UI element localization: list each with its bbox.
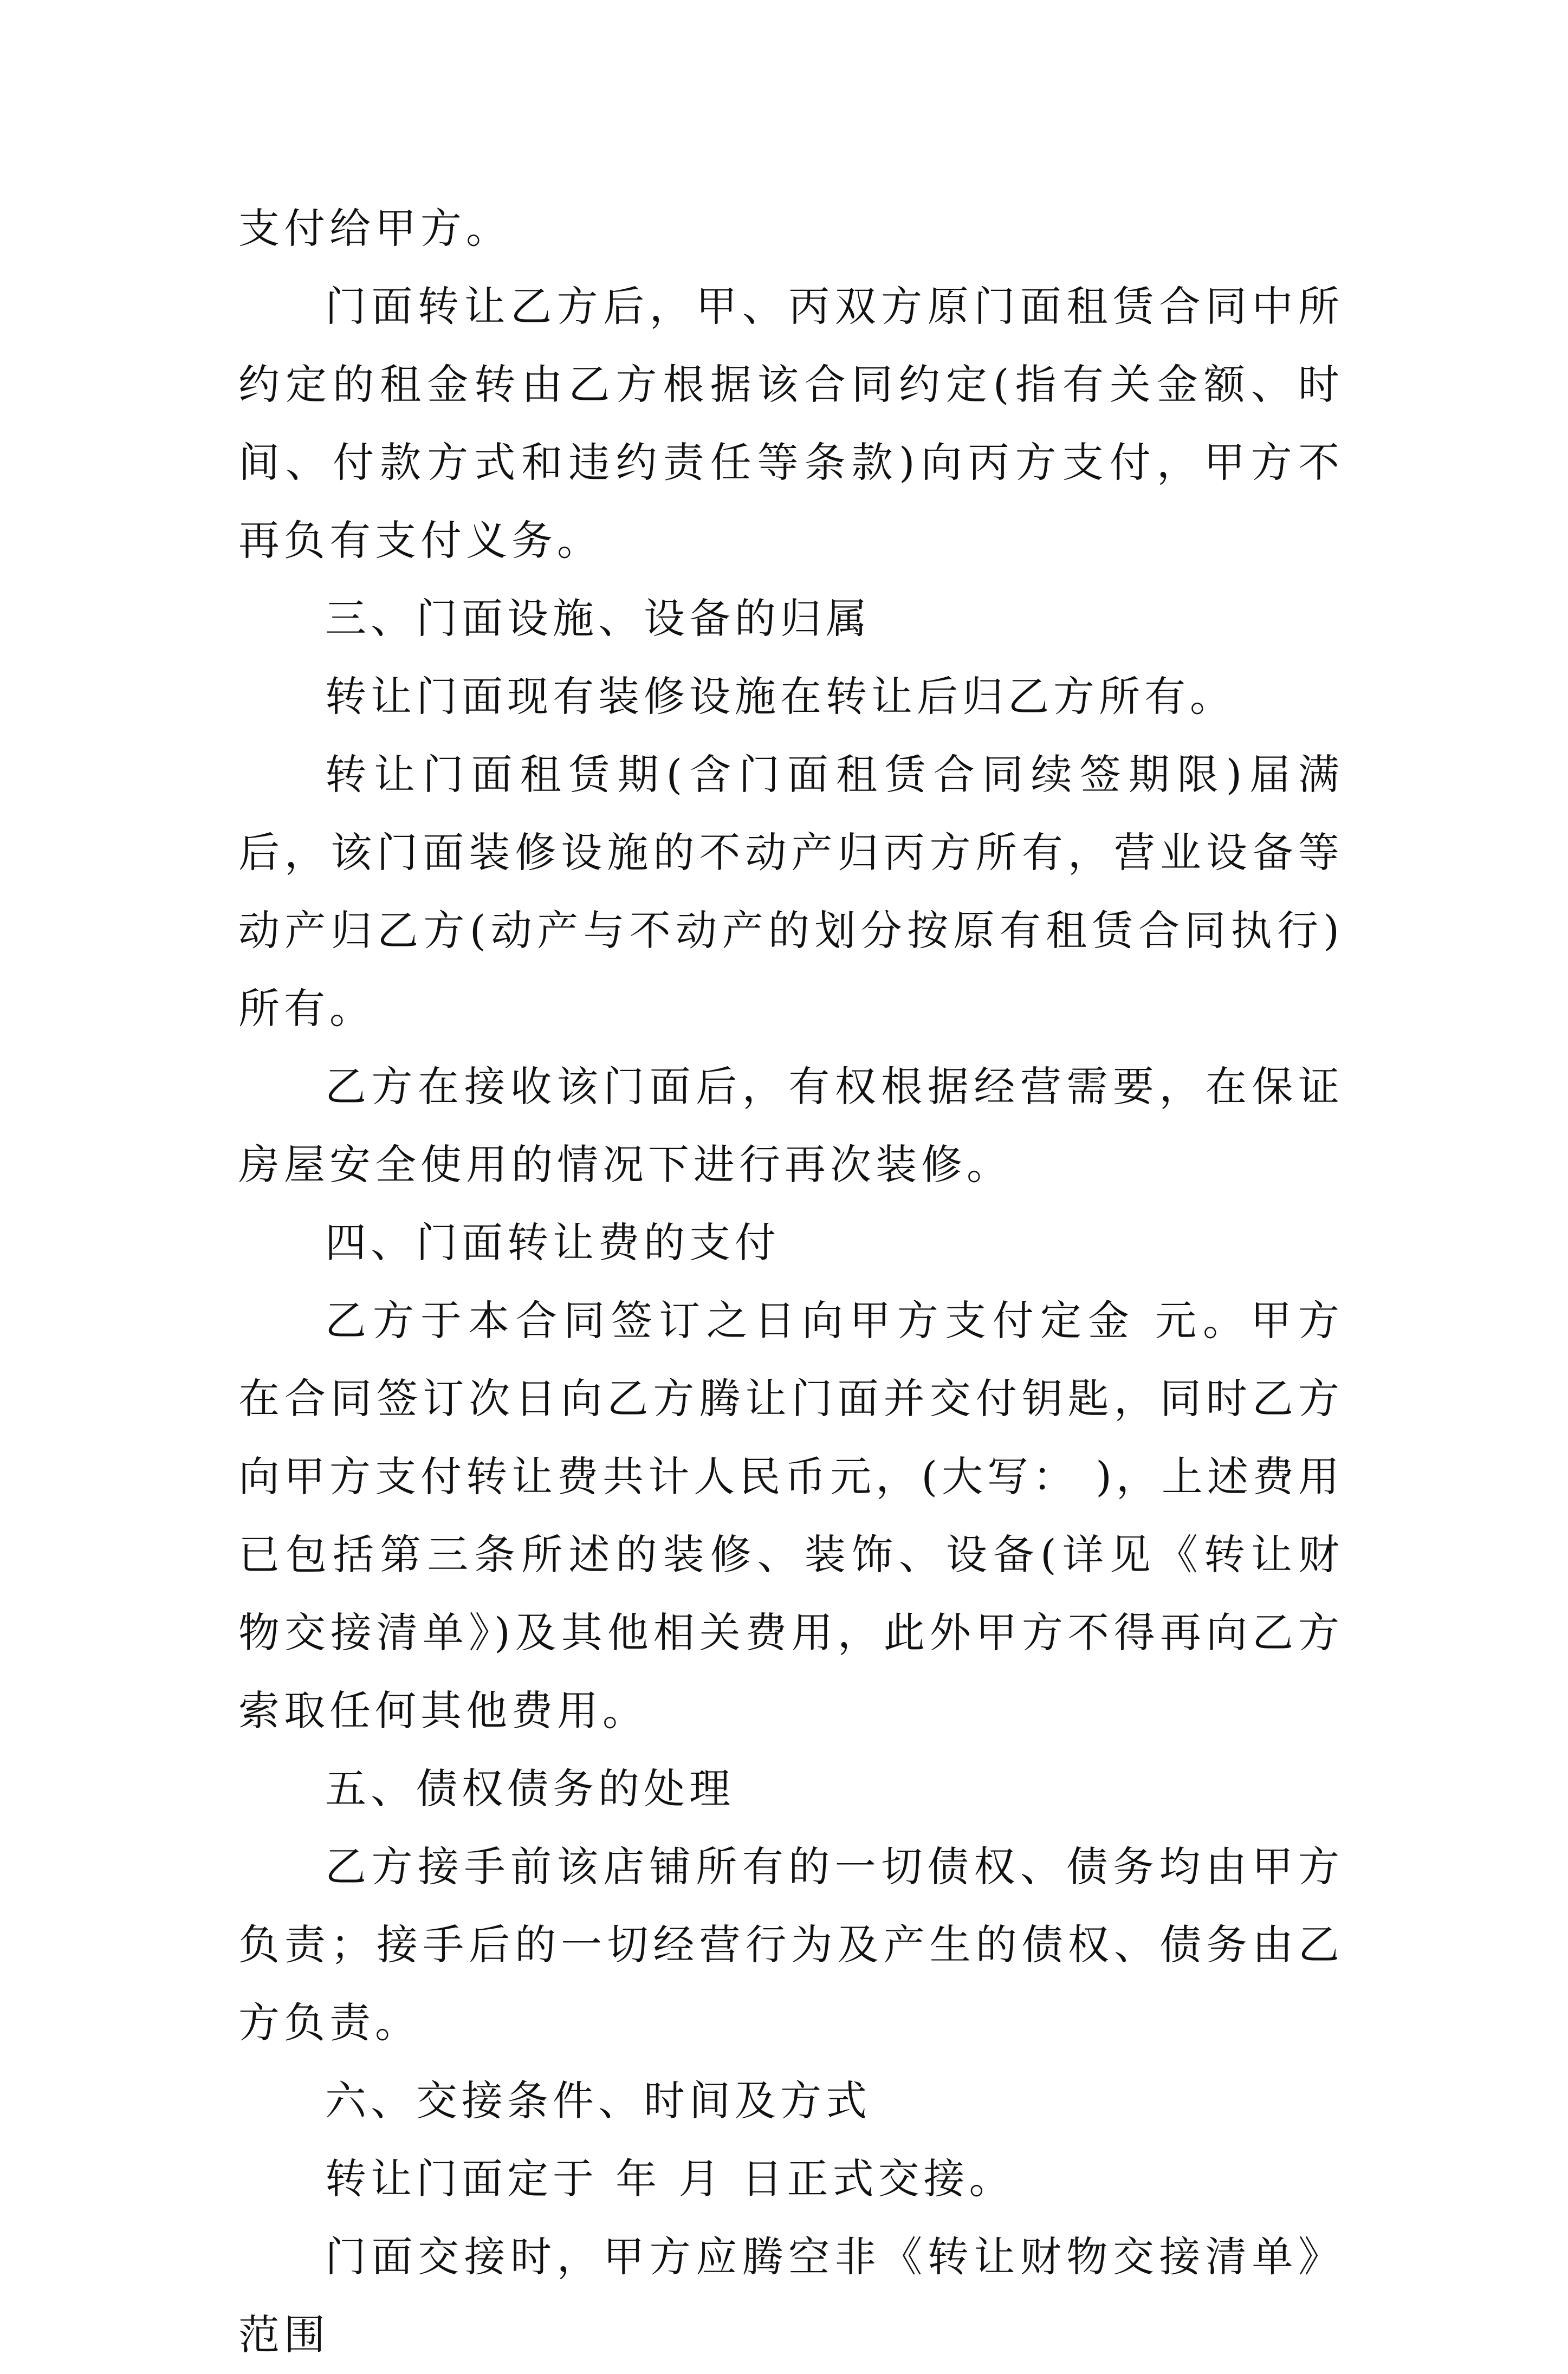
paragraph-decoration-ownership: 转让门面现有装修设施在转让后归乙方所有。: [325, 672, 1235, 721]
paragraph-rent-transfer: 门面转让乙方后，甲、丙双方原门面租赁合同中所约定的租金转由乙方根据该合同约定(指有关金额、时间、付款方式和违约责任等条款)向丙方支付，甲方不再负有支付义务。: [238, 282, 1344, 565]
document-body: [238, 190, 1344, 2374]
paragraph-handover-date: 转让门面定于 年 月 日正式交接。: [325, 2155, 1015, 2203]
paragraph-debts: 乙方接手前该店铺所有的一切债权、债务均由甲方负责；接手后的一切经营行为及产生的债权、债务由乙方负责。: [238, 1843, 1344, 2047]
paragraph-payment: 乙方于本合同签订之日向甲方支付定金 元。甲方在合同签订次日向乙方腾让门面并交付钥匙，同时乙方向甲方支付转让费共计人民币元，(大写： )，上述费用已包括第三条所述的装修、装饰、设备(详见《转让财物交接清单》)及其他相关费用，此外甲方不得再向乙方索取任何其他费用。: [238, 1296, 1344, 1735]
paragraph-redecoration: 乙方在接收该门面后，有权根据经营需要，在保证房屋安全使用的情况下进行再次装修。: [238, 1062, 1344, 1189]
paragraph-lease-expiry: 转让门面租赁期(含门面租赁合同续签期限)届满后，该门面装修设施的不动产归丙方所有，营业设备等动产归乙方(动产与不动产的划分按原有租赁合同执行)所有。: [238, 750, 1344, 1033]
section-heading-4: 四、门面转让费的支付: [325, 1218, 780, 1267]
section-heading-5: 五、债权债务的处理: [325, 1765, 735, 1813]
paragraph-continuation: 支付给甲方。: [238, 204, 511, 252]
section-heading-3: 三、门面设施、设备的归属: [325, 594, 871, 643]
paragraph-handover-conditions: 门面交接时，甲方应腾空非《转让财物交接清单》范围: [238, 2233, 1344, 2359]
section-heading-6: 六、交接条件、时间及方式: [325, 2077, 871, 2125]
